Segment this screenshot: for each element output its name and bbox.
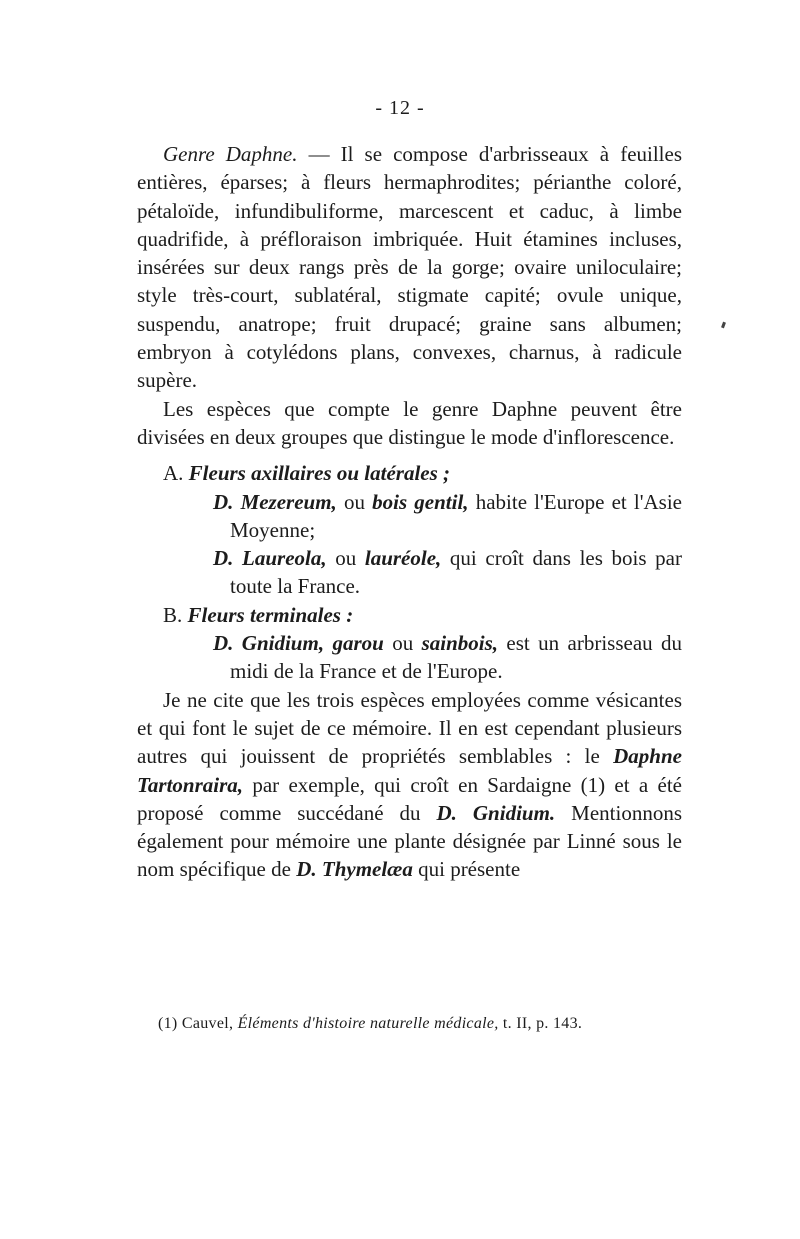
species-entry-mezereum [137, 488, 682, 545]
paragraph-text: qui présente [412, 857, 521, 882]
connector-text: ou [336, 489, 373, 514]
common-name: garou [332, 631, 384, 656]
species-tartonraira: Daphne Tartonraira, [137, 744, 682, 797]
species-name: D. Laureola, [213, 546, 327, 571]
group-a-heading [137, 459, 682, 487]
footnote [158, 1015, 698, 1033]
group-b-heading [137, 601, 682, 629]
species-habitat: habite l'Europe et l'Asie Moyenne; [230, 489, 682, 542]
main-text [137, 140, 682, 884]
connector-text: ou [383, 631, 422, 656]
species-gnidium-ref: D. Gnidium. [436, 800, 556, 825]
common-name-alt: sainbois, [421, 631, 499, 656]
footnote-title: Éléments d'histoire naturelle médicale, [237, 1015, 499, 1032]
genus-title: Genre Daphne. [163, 142, 298, 166]
species-name: D. Mezereum, [213, 489, 337, 514]
group-a-title: Fleurs axillaires ou latérales ; [188, 461, 451, 486]
species-habitat: qui croît dans les bois par toute la France. [230, 546, 682, 599]
paragraph-groups-intro: Les espèces que compte le genre Daphne peuvent être divisées en deux groupes que distingue le mode d'inflorescence. [137, 396, 682, 449]
species-entry-laureola [137, 544, 682, 601]
species-thymelaea: D. Thymelæa [296, 857, 413, 882]
paragraph-text: Mentionnons également pour mémoire une plante désignée par Linné sous le nom spécifique de [137, 800, 683, 882]
common-name: lauréole, [364, 546, 442, 571]
group-a-letter: A. [163, 461, 184, 486]
connector-text: ou [326, 546, 365, 571]
species-entry-gnidium [137, 629, 682, 686]
species-name: D. Gnidium, [213, 631, 325, 656]
page-number: - 12 - [375, 97, 425, 119]
group-b-title: Fleurs terminales : [187, 602, 354, 627]
margin-speck [721, 322, 726, 329]
paragraph-genre-description [137, 140, 682, 395]
footnote-mark: (1) [158, 1015, 178, 1032]
species-habitat: est un arbrisseau du midi de la France et de l'Europe. [230, 631, 683, 684]
genus-description: — Il se compose d'arbrisseaux à feuilles entières, éparses; à fleurs hermaphrodites; périanthe coloré, pétaloïde, infundibuliforme, marcescent et caduc, à limbe quadrifide, à préfloraison imbriquée. Huit étamines incluses, insérées sur deux rangs près de la gorge; ovaire uniloculaire; style très-court, sublatéral, stigmate capité; ovule unique, suspendu, anatrope; fruit drupacé; graine sans albumen; embryon à cotylédons plans, convexes, charnus, à radicule supère. [137, 142, 683, 393]
footnote-ref: t. II, p. 143. [498, 1015, 583, 1032]
paragraph-text: par exemple, qui croît en Sardaigne (1) et a été proposé comme succédané du [137, 772, 682, 825]
paragraph-text: Je ne cite que les trois espèces employées comme vésicantes et qui font le sujet de ce mémoire. Il en est cependant plusieurs autres qui jouissent de propriétés semblables : le [137, 687, 682, 769]
group-b-letter: B. [163, 602, 183, 627]
paragraph-vesicant-species [137, 686, 682, 884]
common-name: bois gentil, [372, 489, 469, 514]
footnote-author: Cauvel, [177, 1015, 238, 1032]
